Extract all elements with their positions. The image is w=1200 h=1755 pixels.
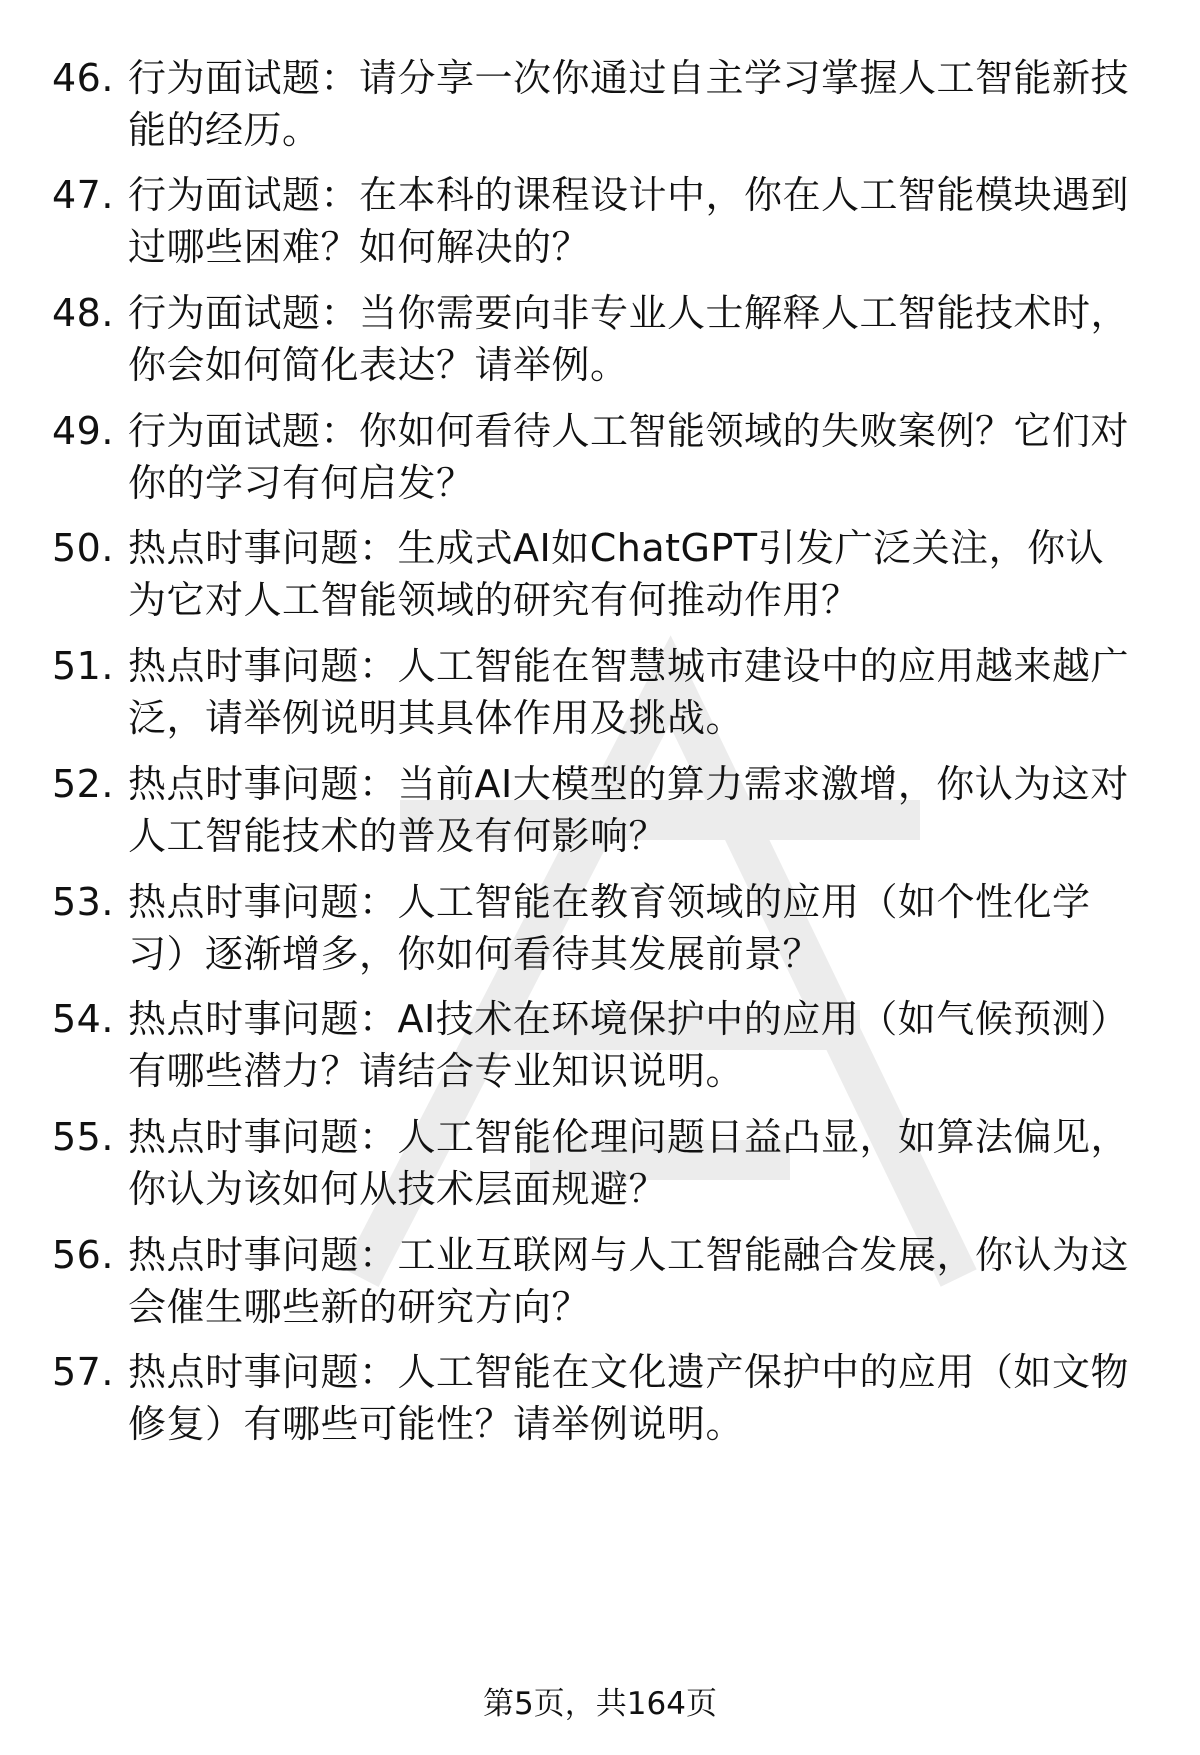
question-item xyxy=(52,1229,1152,1333)
question-text: 热点时事问题：人工智能在智慧城市建设中的应用越来越广泛，请举例说明其具体作用及挑战。 xyxy=(128,644,1130,740)
question-number: 54. xyxy=(52,997,114,1041)
question-item xyxy=(52,52,1152,156)
question-number: 57. xyxy=(52,1350,114,1394)
question-text: 热点时事问题：人工智能伦理问题日益凸显，如算法偏见，你认为该如何从技术层面规避？ xyxy=(128,1115,1130,1211)
question-number: 49. xyxy=(52,409,114,453)
question-number: 51. xyxy=(52,644,114,688)
question-item xyxy=(52,1346,1152,1450)
question-item xyxy=(52,522,1152,626)
question-item xyxy=(52,169,1152,273)
question-item xyxy=(52,876,1152,980)
question-text: 热点时事问题：人工智能在文化遗产保护中的应用（如文物修复）有哪些可能性？请举例说明。 xyxy=(128,1350,1130,1446)
question-text: 热点时事问题：当前AI大模型的算力需求激增，你认为这对人工智能技术的普及有何影响？ xyxy=(128,762,1129,858)
question-text: 行为面试题：请分享一次你通过自主学习掌握人工智能新技能的经历。 xyxy=(128,56,1130,152)
question-item xyxy=(52,640,1152,744)
question-number: 50. xyxy=(52,526,114,570)
question-item xyxy=(52,287,1152,391)
question-number: 47. xyxy=(52,173,114,217)
page-number-footer: 第5页，共164页 xyxy=(483,1686,717,1722)
question-text: 行为面试题：在本科的课程设计中，你在人工智能模块遇到过哪些困难？如何解决的？ xyxy=(128,173,1130,269)
question-item xyxy=(52,1111,1152,1215)
question-number: 56. xyxy=(52,1233,114,1277)
question-number: 53. xyxy=(52,880,114,924)
question-number: 46. xyxy=(52,56,114,100)
question-number: 48. xyxy=(52,291,114,335)
question-text: 热点时事问题：工业互联网与人工智能融合发展，你认为这会催生哪些新的研究方向？ xyxy=(128,1233,1130,1329)
question-text: 热点时事问题：人工智能在教育领域的应用（如个性化学习）逐渐增多，你如何看待其发展前景？ xyxy=(128,880,1091,976)
question-item xyxy=(52,758,1152,862)
question-text: 行为面试题：你如何看待人工智能领域的失败案例？它们对你的学习有何启发？ xyxy=(128,409,1130,505)
question-text: 行为面试题：当你需要向非专业人士解释人工智能技术时，你会如何简化表达？请举例。 xyxy=(128,291,1130,387)
question-number: 52. xyxy=(52,762,114,806)
question-number: 55. xyxy=(52,1115,114,1159)
question-item xyxy=(52,405,1152,509)
question-item xyxy=(52,993,1152,1097)
question-text: 热点时事问题：AI技术在环境保护中的应用（如气候预测）有哪些潜力？请结合专业知识说明。 xyxy=(128,997,1129,1093)
question-text: 热点时事问题：生成式AI如ChatGPT引发广泛关注，你认为它对人工智能领域的研究有何推动作用？ xyxy=(128,526,1105,622)
